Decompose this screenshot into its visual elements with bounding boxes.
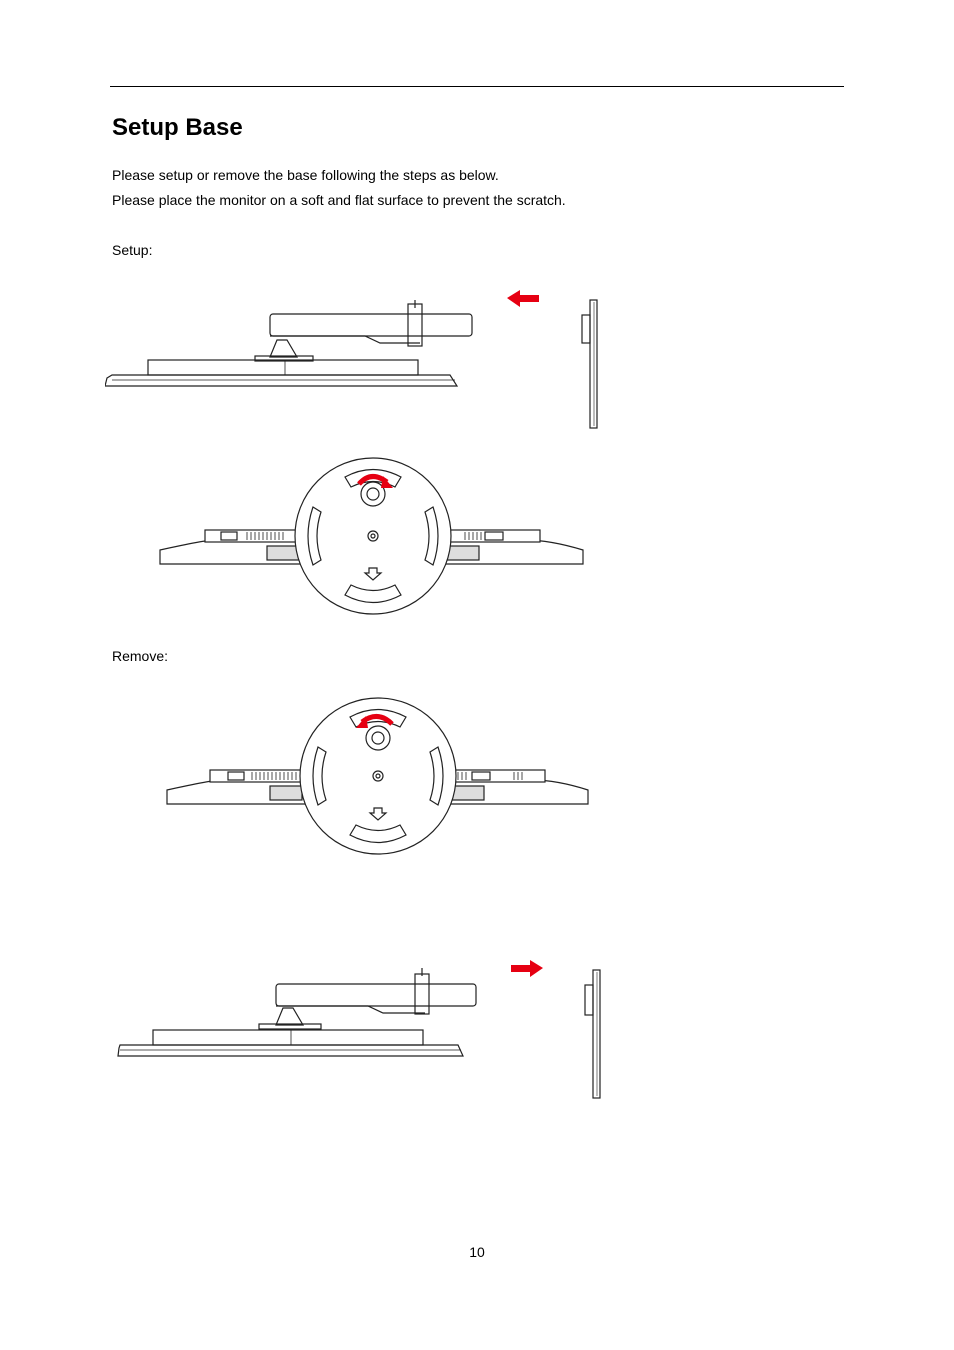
monitor-edge-view <box>593 970 600 1098</box>
panel-side <box>118 1045 463 1056</box>
stand-clip <box>415 974 429 1014</box>
page-number: 10 <box>469 1244 485 1260</box>
panel-back-housing <box>153 1030 423 1045</box>
stand-neck <box>276 1008 303 1025</box>
remove-label: Remove: <box>112 648 169 664</box>
stand-arm <box>270 314 472 336</box>
stand-neck <box>270 340 297 357</box>
panel-back-housing <box>148 360 418 375</box>
right-arrow-icon <box>511 960 543 977</box>
setup-label: Setup: <box>112 242 153 258</box>
left-arrow-icon <box>507 290 539 307</box>
setup-back-view-figure <box>155 452 590 620</box>
remove-side-view-figure <box>113 950 608 1105</box>
panel-side <box>105 375 457 386</box>
setup-side-view-figure <box>105 280 610 435</box>
intro-line-1: Please setup or remove the base following the steps as below. <box>112 167 499 183</box>
intro-line-2: Please place the monitor on a soft and flat surface to prevent the scratch. <box>112 192 566 208</box>
stand-arm <box>276 984 476 1006</box>
page-title: Setup Base <box>112 114 243 141</box>
header-rule <box>110 86 844 87</box>
remove-back-view-figure <box>162 692 594 860</box>
stand-clip <box>408 304 422 346</box>
monitor-edge-view <box>590 300 597 428</box>
